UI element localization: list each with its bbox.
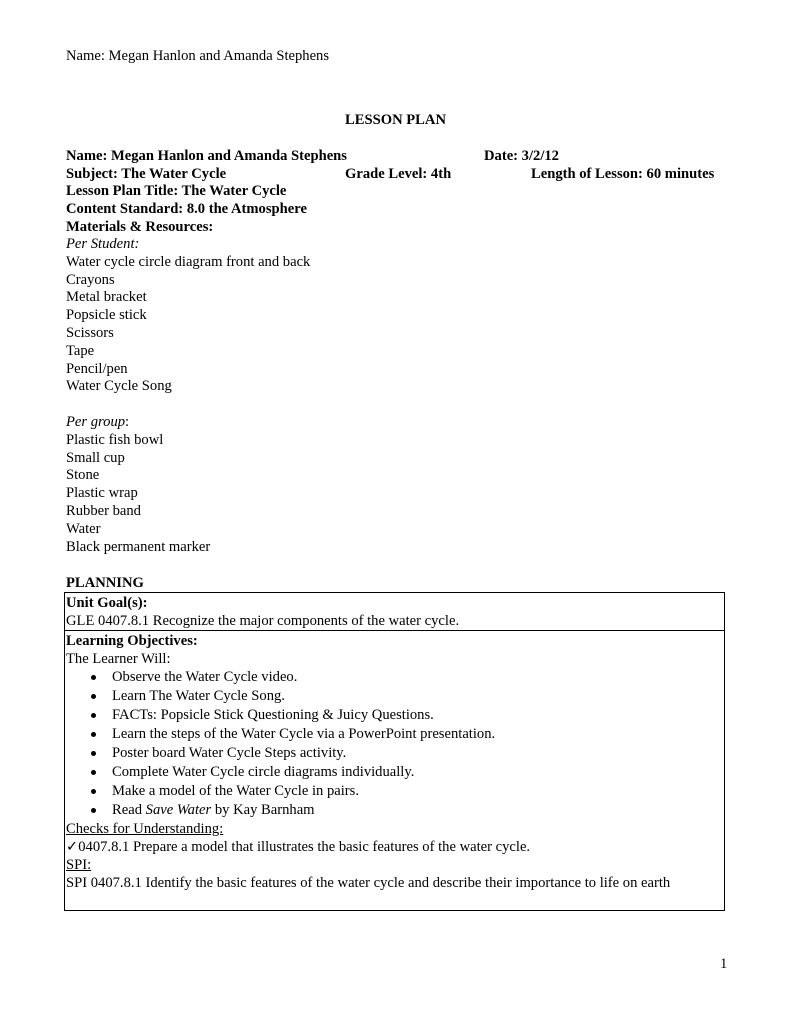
per-student-label: Per Student: [66,236,140,252]
page-title: LESSON PLAN [345,112,446,128]
list-item: Small cup [66,449,125,466]
list-item: Pencil/pen [66,360,128,377]
list-item: Stone [66,467,100,484]
list-item: Water [66,520,101,537]
objectives-label: Learning Objectives: [66,633,198,649]
read-prefix: Read [112,802,146,818]
objectives-box [64,630,725,911]
read-title: Save Water [145,802,212,818]
list-item: Learn The Water Cycle Song. [66,687,670,706]
per-group-label-line [66,414,210,432]
list-item: Metal bracket [66,289,147,306]
list-item: Make a model of the Water Cycle in pairs. [66,782,670,801]
check-line [66,838,670,856]
header-line: Name: Megan Hanlon and Amanda Stephens [66,48,330,64]
info-standard: Content Standard: 8.0 the Atmosphere [66,201,307,217]
info-grade: Grade Level: 4th [345,166,452,182]
list-item: Complete Water Cycle circle diagrams individually. [66,763,670,782]
planning-heading: PLANNING [66,575,144,591]
list-item: Rubber band [66,502,141,519]
list-item: Plastic fish bowl [66,431,164,448]
list-item: Water Cycle Song [66,378,172,395]
learner-will: The Learner Will: [66,651,171,667]
spi-text: SPI 0407.8.1 Identify the basic features of the water cycle and describe their importance to life on earth [66,875,671,891]
per-group-label: Per group [66,414,126,430]
objectives-list [66,668,670,820]
per-group-list [66,414,210,556]
unit-goal-label: Unit Goal(s): [66,595,148,611]
info-length: Length of Lesson: 60 minutes [531,166,715,182]
unit-goal-text: GLE 0407.8.1 Recognize the major components of the water cycle. [66,613,460,629]
list-item: Learn the steps of the Water Cycle via a PowerPoint presentation. [66,725,670,744]
list-item: Scissors [66,324,114,341]
list-item: Popsicle stick [66,307,147,324]
list-item: Water cycle circle diagram front and back [66,253,311,270]
plan-title-label: Lesson Plan Title [66,183,174,199]
info-plan-title [66,182,286,200]
per-student-list [66,236,310,396]
read-suffix: by Kay Barnham [211,802,315,818]
list-item-read [66,801,670,820]
check-text: 0407.8.1 Prepare a model that illustrates the basic features of the water cycle. [78,839,531,855]
check-mark-icon: ✓ [66,839,79,855]
list-item: Tape [66,342,95,359]
materials-heading: Materials & Resources: [66,219,214,235]
spi-label: SPI: [66,857,92,873]
unit-goal-box [64,592,725,631]
list-item: Poster board Water Cycle Steps activity. [66,744,670,763]
list-item: Crayons [66,271,115,288]
per-group-label-suffix: : [125,414,130,430]
list-item: FACTs: Popsicle Stick Questioning & Juicy Questions. [66,706,670,725]
info-subject: Subject: The Water Cycle [66,166,227,182]
list-item: Observe the Water Cycle video. [66,668,670,687]
info-date: Date: 3/2/12 [484,148,559,164]
info-name: Name: Megan Hanlon and Amanda Stephens [66,148,347,164]
page-number: 1 [720,956,728,972]
list-item: Black permanent marker [66,538,211,555]
plan-title-value: : The Water Cycle [173,183,287,199]
list-item: Plastic wrap [66,485,138,502]
checks-label: Checks for Understanding: [66,821,224,837]
